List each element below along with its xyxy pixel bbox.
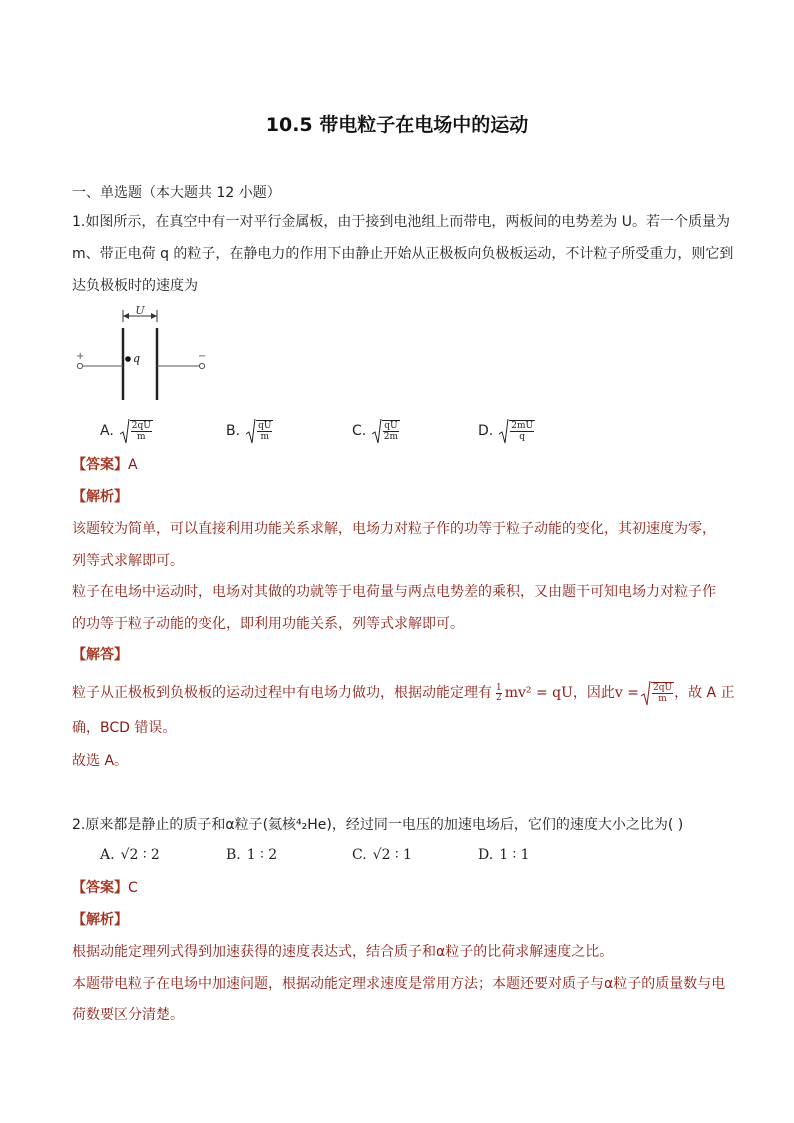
q1-answer — [72, 455, 732, 475]
answer-value: A — [128, 457, 138, 473]
q2-option-a[interactable] — [100, 847, 160, 863]
q1-option-c[interactable] — [352, 418, 400, 444]
half-fraction — [496, 684, 502, 703]
option-label: B. — [226, 423, 241, 439]
numerator: 2qU — [653, 683, 673, 693]
sqrt-expression — [499, 418, 535, 444]
minus-sign: − — [198, 351, 207, 362]
q2-analysis-line-3: 荷数要区分清楚。 — [72, 1007, 184, 1023]
solution-text-end: ，故 A 正 — [674, 685, 735, 701]
radical-icon — [246, 418, 256, 444]
plus-sign: + — [76, 351, 85, 362]
q2-analysis-tag: 【解析】 — [72, 912, 128, 928]
denominator: q — [519, 432, 526, 442]
q1-solution-line-1 — [72, 680, 735, 706]
half-denominator: 2 — [496, 692, 502, 703]
q1-choose: 故选 A。 — [72, 753, 129, 769]
capacitor-figure — [72, 304, 212, 404]
option-label: C. — [352, 847, 367, 863]
q1-stem-line-1: 1.如图所示，在真空中有一对平行金属板，由于接到电池组上而带电，两板间的电势差为 U。若一个质量为 — [72, 214, 731, 230]
half-numerator: 1 — [496, 682, 502, 693]
q1-option-a[interactable] — [100, 418, 153, 444]
sqrt-expression — [120, 418, 153, 444]
velocity-sqrt — [641, 680, 674, 706]
solution-equation: mv² = qU，因此v = — [504, 685, 640, 701]
numerator: 2mU — [511, 421, 534, 431]
denominator: m — [658, 694, 667, 704]
q1-analysis-line-3: 粒子在电场中运动时，电场对其做的功就等于电荷量与两点电势差的乘积，又由题干可知电场力对粒子作 — [72, 584, 716, 600]
option-label: A. — [100, 847, 115, 863]
u-label: U — [135, 304, 145, 317]
answer-value: C — [128, 880, 138, 896]
radical-icon — [120, 418, 130, 444]
q1-analysis-tag: 【解析】 — [72, 489, 128, 505]
answer-tag: 【答案】 — [72, 457, 128, 473]
q1-analysis-line-1: 该题较为简单，可以直接利用功能关系求解，电场力对粒子作的功等于粒子动能的变化，其初速度为零， — [72, 521, 716, 537]
page-title: 10.5 带电粒子在电场中的运动 — [265, 114, 529, 136]
answer-tag: 【答案】 — [72, 880, 128, 896]
solution-text: 粒子从正极板到负极板的运动过程中有电场力做功，根据动能定理有 — [72, 685, 492, 701]
option-text: √2 ∶ 2 — [120, 847, 160, 863]
q2-answer — [72, 878, 732, 898]
q1-solution-line-2: 确，BCD 错误。 — [72, 720, 177, 736]
radical-icon — [641, 680, 651, 706]
numerator: 2qU — [131, 421, 151, 431]
option-label: D. — [478, 847, 494, 863]
sqrt-expression — [246, 418, 273, 444]
q1-option-b[interactable] — [226, 418, 273, 444]
q1-stem-line-2: m、带正电荷 q 的粒子，在静电力的作用下由静止开始从正极板向负极板运动，不计粒子所受重力，则它到 — [72, 246, 734, 262]
option-label: C. — [352, 423, 367, 439]
q1-option-d[interactable] — [478, 418, 535, 444]
q1-stem-line-3: 达负极板时的速度为 — [72, 278, 198, 294]
q2-analysis-line-1: 根据动能定理列式得到加速获得的速度表达式，结合质子和α粒子的比荷求解速度之比。 — [72, 944, 614, 960]
q2-option-d[interactable] — [478, 847, 530, 863]
denominator: m — [260, 432, 270, 442]
q1-analysis-line-4: 的功等于粒子动能的变化，即利用功能关系，列等式求解即可。 — [72, 616, 464, 632]
option-text: √2 ∶ 1 — [372, 847, 412, 863]
q2-analysis-line-2: 本题带电粒子在电场中加速问题，根据动能定理求速度是常用方法；本题还要对质子与α粒子的质量数与电 — [72, 976, 726, 992]
numerator: qU — [258, 421, 272, 431]
denominator: 2m — [383, 432, 399, 442]
q2-option-b[interactable] — [226, 847, 277, 863]
option-label: D. — [478, 423, 494, 439]
option-text: 1 ∶ 2 — [246, 847, 278, 863]
sqrt-expression — [372, 418, 399, 444]
q2-option-c[interactable] — [352, 847, 412, 863]
option-text: 1 ∶ 1 — [499, 847, 530, 863]
radical-icon — [499, 418, 509, 444]
denominator: m — [137, 432, 146, 442]
q-label: q — [133, 352, 141, 365]
radical-icon — [372, 418, 382, 444]
q1-solution-tag: 【解答】 — [72, 647, 128, 663]
q1-analysis-line-2: 列等式求解即可。 — [72, 553, 184, 569]
section-heading: 一、单选题（本大题共 12 小题） — [72, 185, 281, 201]
numerator: qU — [384, 421, 398, 431]
option-label: B. — [226, 847, 241, 863]
option-label: A. — [100, 423, 114, 439]
q2-stem: 2.原来都是静止的质子和α粒子(氦核⁴₂He)，经过同一电压的加速电场后，它们的速度大小之比为( ) — [72, 817, 684, 833]
